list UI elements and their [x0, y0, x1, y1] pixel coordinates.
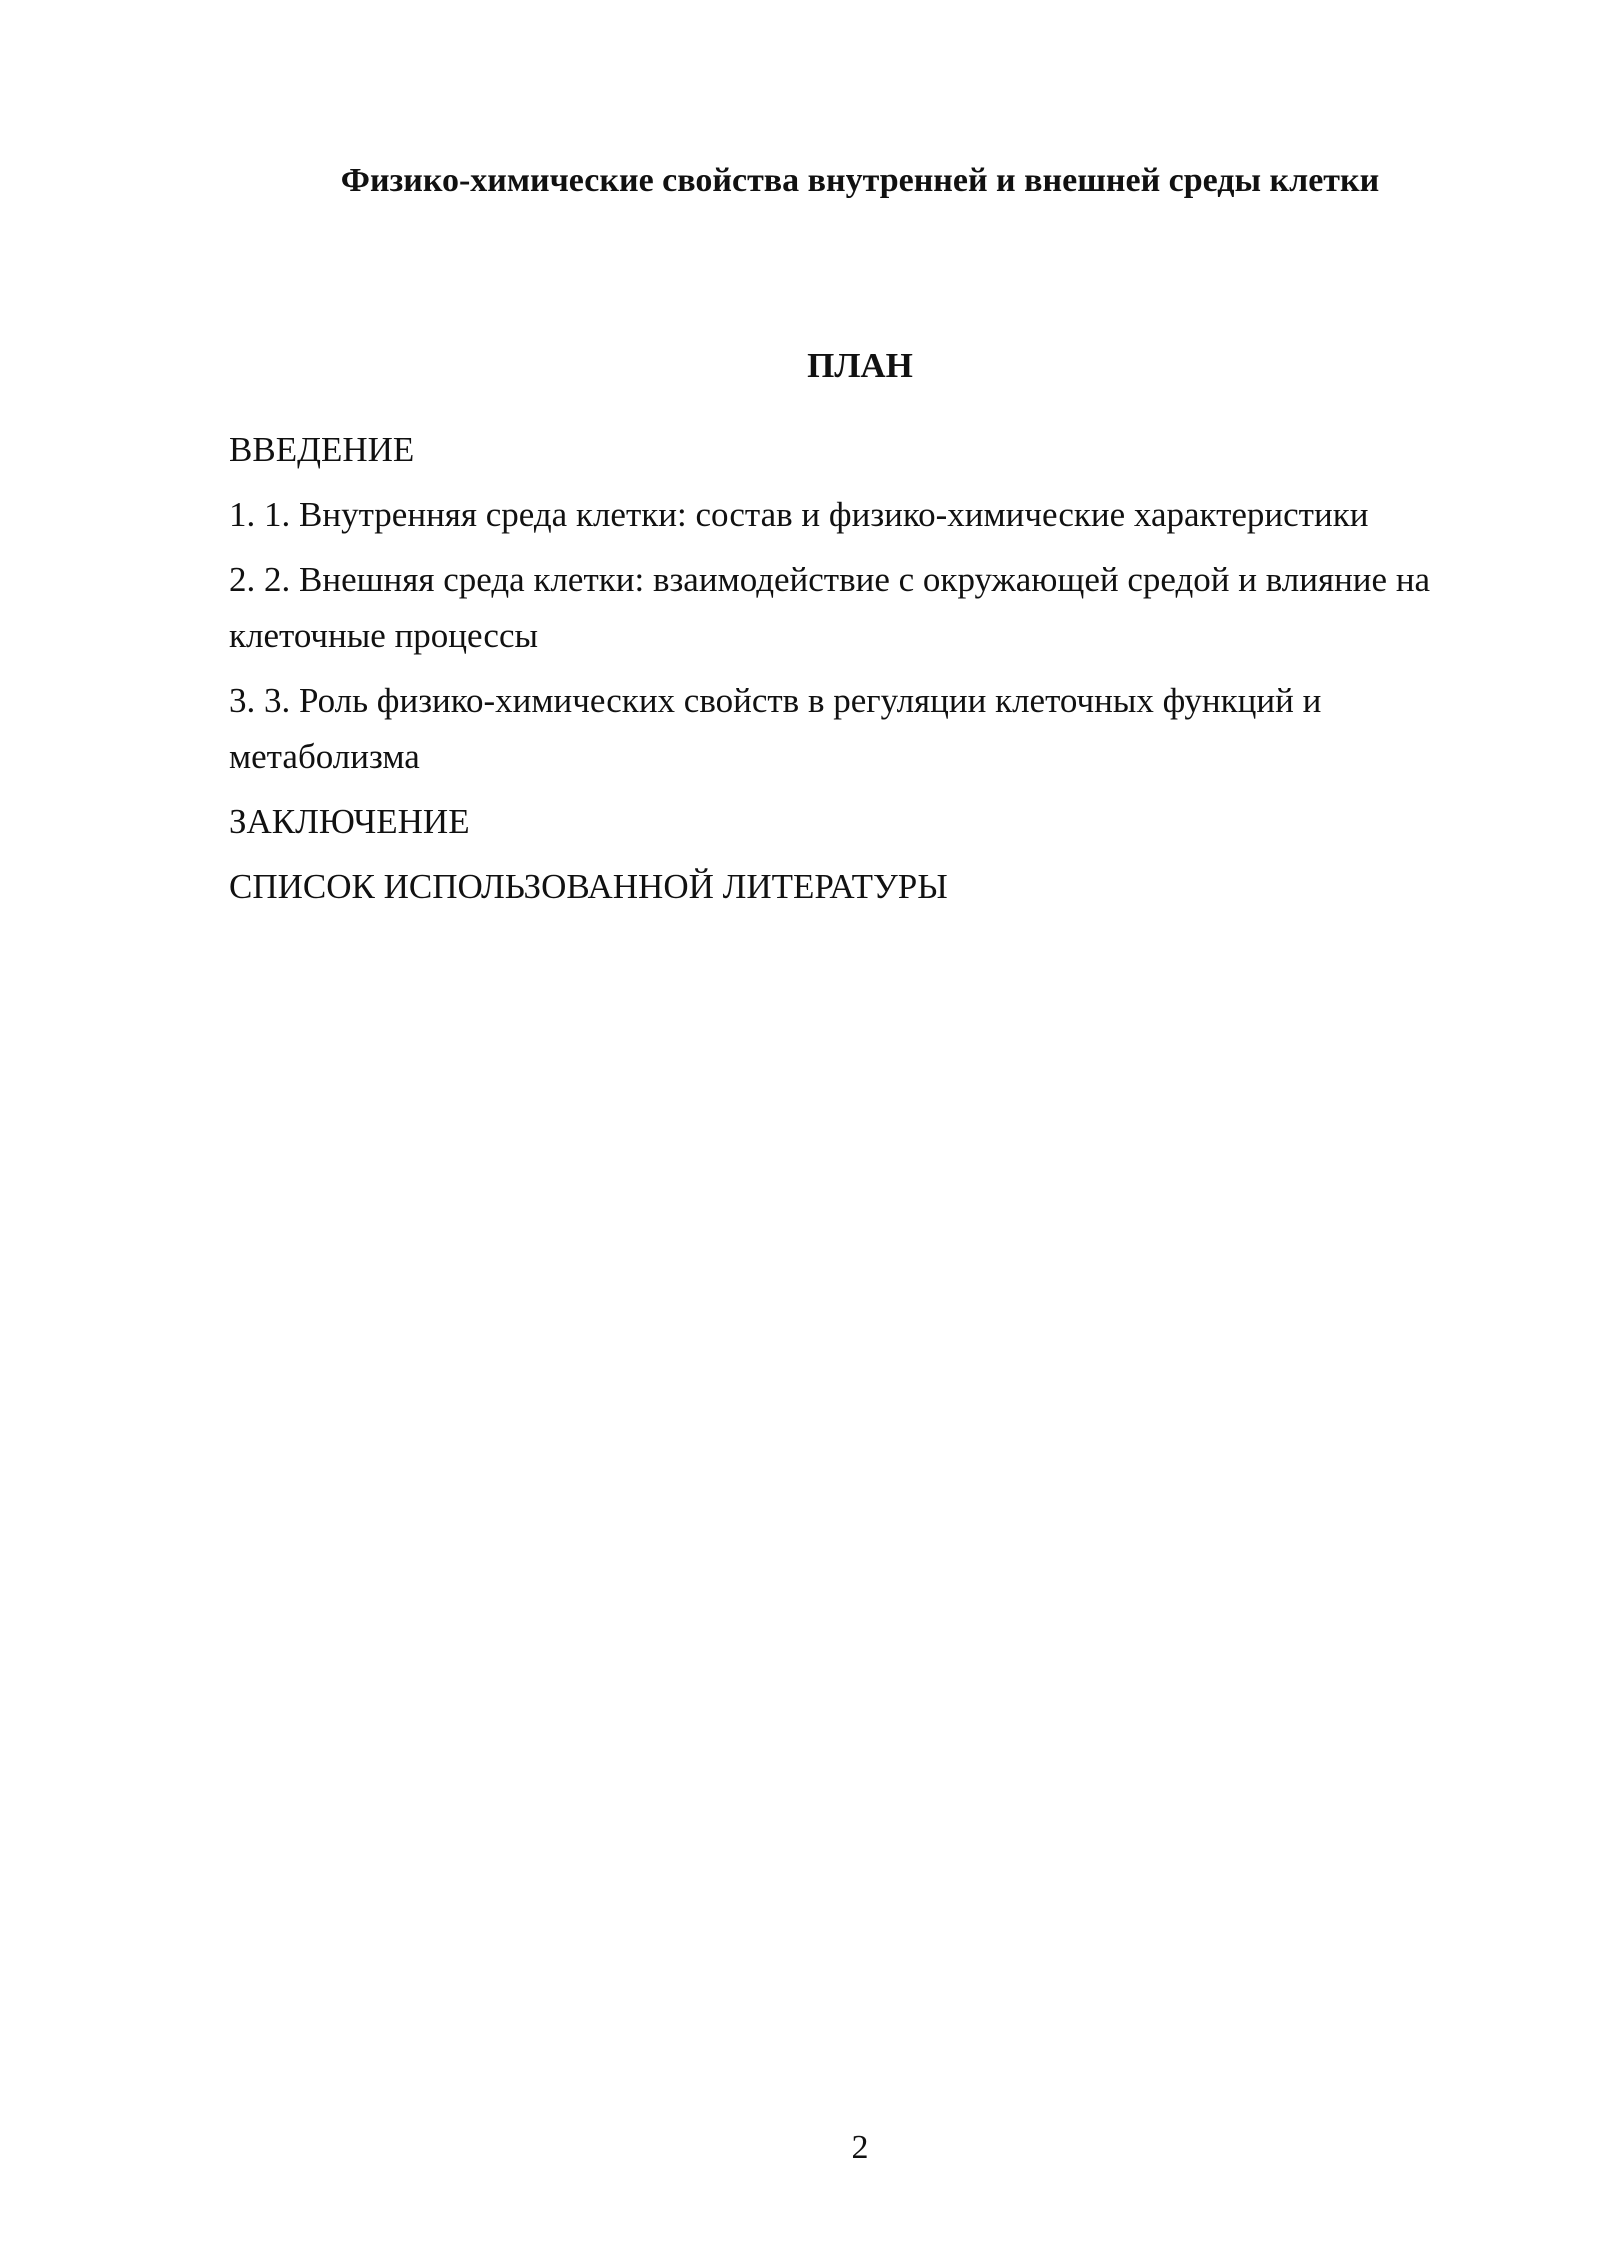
toc-item-conclusion: ЗАКЛЮЧЕНИЕ [229, 802, 470, 841]
toc-item-section-3: 3. 3. Роль физико-химических свойств в регуляции клеточных функций и метаболизма [229, 681, 1322, 776]
table-of-contents [229, 422, 1499, 924]
toc-item-references: СПИСОК ИСПОЛЬЗОВАННОЙ ЛИТЕРАТУРЫ [229, 867, 948, 906]
page-number: 2 [851, 2129, 869, 2166]
toc-item-section-1: 1. 1. Внутренняя среда клетки: состав и физико-химические характеристики [229, 495, 1369, 534]
document-title: Физико-химические свойства внутренней и внешней среды клетки [340, 162, 1380, 199]
plan-heading: ПЛАН [807, 346, 913, 385]
toc-item-section-2: 2. 2. Внешняя среда клетки: взаимодействие с окружающей средой и влияние на клеточные процессы [229, 560, 1431, 655]
toc-item-introduction: ВВЕДЕНИЕ [229, 430, 415, 469]
